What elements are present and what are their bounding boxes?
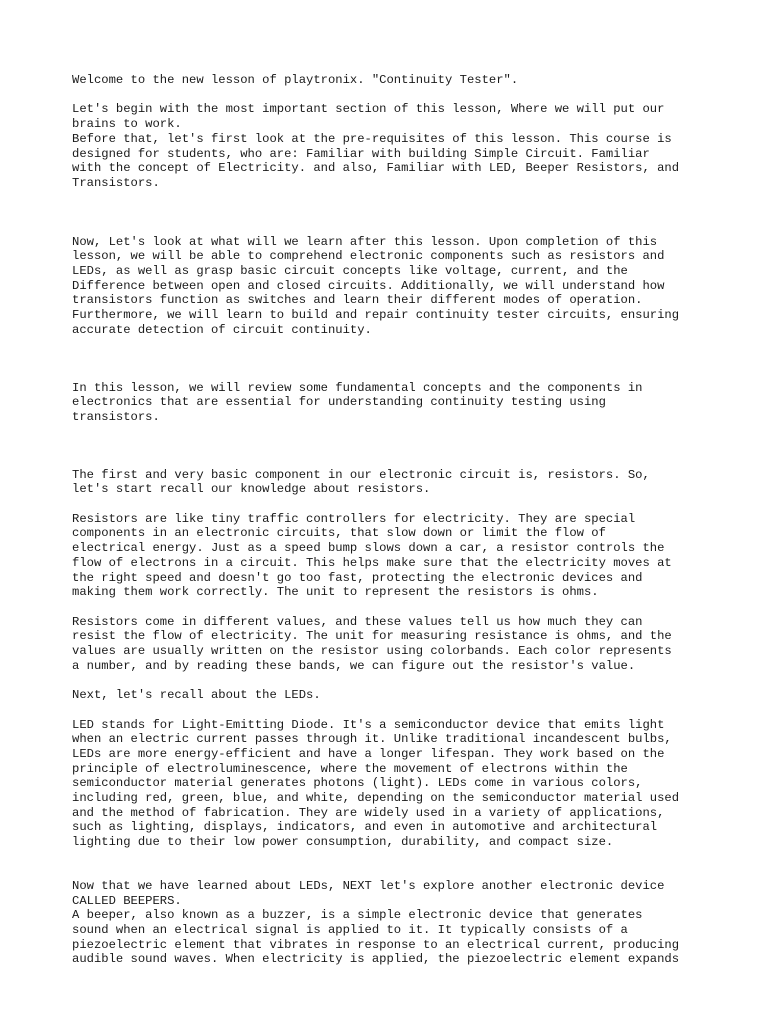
- paragraph-welcome: Welcome to the new lesson of playtronix. "Continuity Tester".: [72, 73, 519, 87]
- paragraph-prerequisites: Let's begin with the most important section of this lesson, Where we will put our brains to work. Before that, let's first look at the pre-requisites of this lesson. This course is designed for students, who are: Familiar with building Simple Circuit. Familiar with the concept of Electricity. and also, Familiar with LED, Beeper Resistors, and Transistors.: [72, 102, 680, 190]
- document-body: [72, 73, 732, 967]
- paragraph-review-intro: In this lesson, we will review some fundamental concepts and the components in electronics that are essential for understanding continuity testing using transistors.: [72, 380, 643, 424]
- paragraph-spacer: [72, 425, 732, 468]
- paragraph-beepers: Now that we have learned about LEDs, NEXT let's explore another electronic device CALLED BEEPERS. A beeper, also known as a buzzer, is a simple electronic device that generates sound when an electrical signal is applied to it. It typically consists of a piezoelectric element that vibrates in response to an electrical current, producing audible sound waves. When electricity is applied, the piezoelectric element expands: [72, 878, 680, 967]
- paragraph-spacer: [72, 673, 732, 688]
- paragraph-leds-intro: Next, let's recall about the LEDs.: [72, 688, 321, 703]
- paragraph-spacer: [72, 850, 732, 879]
- paragraph-spacer: [72, 600, 732, 615]
- paragraph-spacer: [72, 497, 732, 512]
- paragraph-spacer: [72, 88, 732, 103]
- paragraph-resistors-explained: Resistors are like tiny traffic controllers for electricity. They are special components in an electronic circuits, that slow down or limit the flow of electrical energy. Just as a speed bump slows down a car, a resistor controls the flow of electrons in a circuit. This helps make sure that the electricity moves at the right speed and doesn't go too fast, protecting the electronic devices and making them work correctly. The unit to represent the resistors is ohms.: [72, 511, 672, 600]
- paragraph-spacer: [72, 703, 732, 718]
- paragraph-leds-explained: LED stands for Light-Emitting Diode. It's a semiconductor device that emits light when an electric current passes through it. Unlike traditional incandescent bulbs, LEDs are more energy-efficient and have a longer lifespan. They work based on the principle of electroluminescence, where the movement of electrons within the semiconductor material generates photons (light). LEDs come in various colors, including red, green, blue, and white, depending on the semiconductor material used and the method of fabrication. They are widely used in a variety of applications, such as lighting, displays, indicators, and even in automotive and architectural lighting due to their low power consumption, durability, and compact size.: [72, 717, 680, 850]
- paragraph-spacer: [72, 191, 732, 235]
- paragraph-resistor-values: Resistors come in different values, and these values tell us how much they can resist the flow of electricity. The unit for measuring resistance is ohms, and the values are usually written on the resistor using colorbands. Each color represents a number, and by reading these bands, we can figure out the resistor's value.: [72, 614, 672, 673]
- paragraph-spacer: [72, 338, 732, 381]
- paragraph-resistors-intro: The first and very basic component in our electronic circuit is, resistors. So, let's start recall our knowledge about resistors.: [72, 467, 650, 497]
- paragraph-learning-outcomes: Now, Let's look at what will we learn after this lesson. Upon completion of this lesson, we will be able to comprehend electronic components such as resistors and LEDs, as well as grasp basic circuit concepts like voltage, current, and the Difference between open and closed circuits. Additionally, we will understand how transistors function as switches and learn their different modes of operation. Furthermore, we will learn to build and repair continuity tester circuits, ensuring accurate detection of circuit continuity.: [72, 234, 680, 337]
